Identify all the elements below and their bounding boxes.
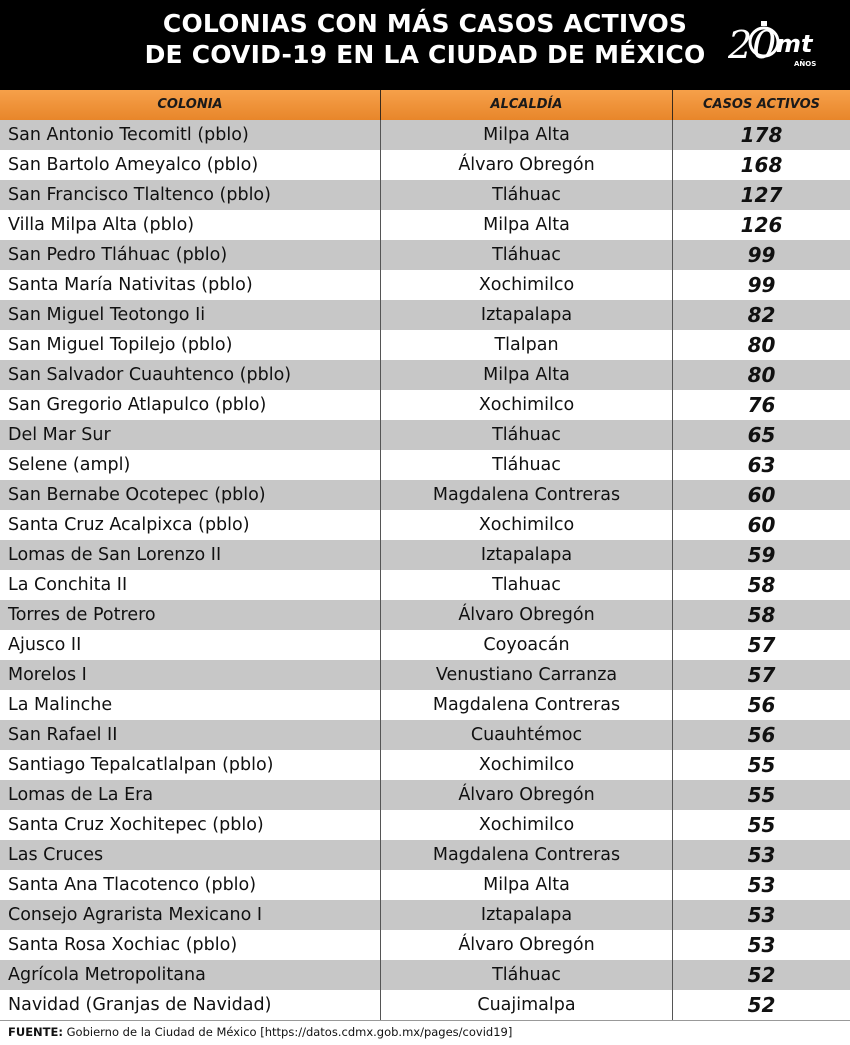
table-row [0,420,850,450]
milenio-20-anos-logo [728,18,828,74]
cell-alcaldia: Tláhuac [381,450,673,480]
cell-colonia: Santa Cruz Xochitepec (pblo) [0,810,381,840]
column-header-casos-activos: CASOS ACTIVOS [702,97,821,112]
cell-casos-activos: 80 [747,363,776,387]
header-banner [0,0,850,90]
source-footer [0,1020,850,1045]
cell-casos-activos: 55 [747,783,776,807]
cell-colonia: San Miguel Topilejo (pblo) [0,330,381,360]
cell-colonia: Santiago Tepalcatlalpan (pblo) [0,750,381,780]
table-row [0,960,850,990]
cell-casos-activos: 82 [747,303,776,327]
cell-casos-activos: 58 [747,603,776,627]
column-header-colonia: COLONIA [0,90,381,120]
table-row [0,780,850,810]
cell-colonia: La Malinche [0,690,381,720]
table-row [0,810,850,840]
cell-casos-activos: 126 [740,213,783,237]
cell-casos-activos: 53 [747,873,776,897]
logo-anos: AÑOS [794,60,817,68]
cell-casos-activos: 178 [740,123,783,147]
cell-alcaldia: Xochimilco [381,390,673,420]
cell-casos-activos: 99 [747,243,776,267]
cell-colonia: Ajusco II [0,630,381,660]
cell-casos-activos: 168 [740,153,783,177]
cell-colonia: Del Mar Sur [0,420,381,450]
table-row [0,750,850,780]
cell-colonia: San Gregorio Atlapulco (pblo) [0,390,381,420]
cell-alcaldia: Tláhuac [381,420,673,450]
cell-casos-activos: 53 [747,933,776,957]
cell-alcaldia: Álvaro Obregón [381,930,673,960]
table-row [0,480,850,510]
cell-alcaldia: Milpa Alta [381,360,673,390]
cell-casos-activos: 57 [747,633,776,657]
title-line-2: DE COVID-19 EN LA CIUDAD DE MÉXICO [144,40,706,69]
cell-alcaldia: Cuajimalpa [381,990,673,1020]
cell-alcaldia: Tláhuac [381,180,673,210]
cell-colonia: Santa Ana Tlacotenco (pblo) [0,870,381,900]
cell-alcaldia: Iztapalapa [381,540,673,570]
cell-colonia: San Bernabe Ocotepec (pblo) [0,480,381,510]
cell-colonia: Lomas de San Lorenzo II [0,540,381,570]
cell-alcaldia: Tlalpan [381,330,673,360]
table-body [0,120,850,1020]
table-row [0,630,850,660]
cell-alcaldia: Milpa Alta [381,870,673,900]
cell-casos-activos: 99 [747,273,776,297]
table-row [0,210,850,240]
cell-alcaldia: Iztapalapa [381,300,673,330]
cell-alcaldia: Álvaro Obregón [381,150,673,180]
table-row [0,510,850,540]
cell-alcaldia: Tláhuac [381,240,673,270]
cell-alcaldia: Xochimilco [381,750,673,780]
table-row [0,900,850,930]
cell-colonia: San Pedro Tláhuac (pblo) [0,240,381,270]
table-row [0,570,850,600]
cell-colonia: Santa María Nativitas (pblo) [0,270,381,300]
cell-colonia: San Francisco Tlaltenco (pblo) [0,180,381,210]
cell-casos-activos: 55 [747,813,776,837]
table-row [0,300,850,330]
table-row [0,930,850,960]
cell-casos-activos: 56 [747,693,776,717]
cell-alcaldia: Magdalena Contreras [381,690,673,720]
cell-casos-activos: 60 [747,483,776,507]
cell-alcaldia: Milpa Alta [381,210,673,240]
cell-colonia: Torres de Potrero [0,600,381,630]
cell-casos-activos: 59 [747,543,776,567]
cell-colonia: La Conchita II [0,570,381,600]
table-row [0,180,850,210]
cell-casos-activos: 65 [747,423,776,447]
page-title [0,8,850,70]
cell-alcaldia: Xochimilco [381,810,673,840]
logo-mt: mt [776,30,813,58]
table-row [0,240,850,270]
table-row [0,330,850,360]
cell-casos-activos: 58 [747,573,776,597]
cell-alcaldia: Álvaro Obregón [381,780,673,810]
cell-alcaldia: Iztapalapa [381,900,673,930]
cell-colonia: Santa Rosa Xochiac (pblo) [0,930,381,960]
table-row [0,390,850,420]
cell-colonia: Villa Milpa Alta (pblo) [0,210,381,240]
cell-alcaldia: Coyoacán [381,630,673,660]
cell-colonia: San Salvador Cuauhtenco (pblo) [0,360,381,390]
cell-casos-activos: 127 [740,183,783,207]
cell-alcaldia: Magdalena Contreras [381,840,673,870]
table-row [0,660,850,690]
table-row [0,360,850,390]
cell-casos-activos: 63 [747,453,776,477]
cell-casos-activos: 53 [747,843,776,867]
column-header-alcaldia: ALCALDÍA [381,90,673,120]
cell-casos-activos: 52 [747,963,776,987]
cell-casos-activos: 60 [747,513,776,537]
cell-alcaldia: Cuauhtémoc [381,720,673,750]
cell-colonia: San Antonio Tecomitl (pblo) [0,120,381,150]
footer-source-text: Gobierno de la Ciudad de México [https://datos.cdmx.gob.mx/pages/covid19] [62,1025,513,1039]
cell-colonia: Consejo Agrarista Mexicano I [0,900,381,930]
cell-alcaldia: Tláhuac [381,960,673,990]
cell-alcaldia: Milpa Alta [381,120,673,150]
cell-casos-activos: 56 [747,723,776,747]
cell-casos-activos: 53 [747,903,776,927]
cell-colonia: Selene (ampl) [0,450,381,480]
title-line-1: COLONIAS CON MÁS CASOS ACTIVOS [162,9,688,38]
cell-colonia: Lomas de La Era [0,780,381,810]
cell-colonia: San Miguel Teotongo Ii [0,300,381,330]
cell-casos-activos: 80 [747,333,776,357]
cell-alcaldia: Álvaro Obregón [381,600,673,630]
cell-casos-activos: 55 [747,753,776,777]
cell-alcaldia: Xochimilco [381,510,673,540]
cell-colonia: San Bartolo Ameyalco (pblo) [0,150,381,180]
table-row [0,990,850,1020]
table-row [0,870,850,900]
cell-colonia: San Rafael II [0,720,381,750]
table-header [0,90,850,120]
logo-graphic [728,18,828,74]
cell-casos-activos: 76 [747,393,776,417]
table-row [0,450,850,480]
logo-number: 20 [728,23,777,67]
table-row [0,720,850,750]
cell-casos-activos: 52 [747,993,776,1017]
cell-alcaldia: Venustiano Carranza [381,660,673,690]
table-row [0,540,850,570]
table-row [0,150,850,180]
cell-alcaldia: Xochimilco [381,270,673,300]
cell-colonia: Santa Cruz Acalpixca (pblo) [0,510,381,540]
table-row [0,690,850,720]
cell-alcaldia: Tlahuac [381,570,673,600]
table-row [0,270,850,300]
table-row [0,840,850,870]
cell-colonia: Morelos I [0,660,381,690]
table-row [0,120,850,150]
cell-alcaldia: Magdalena Contreras [381,480,673,510]
cell-casos-activos: 57 [747,663,776,687]
cell-colonia: Navidad (Granjas de Navidad) [0,990,381,1020]
table-row [0,600,850,630]
footer-label: FUENTE: [8,1025,63,1039]
cell-colonia: Agrícola Metropolitana [0,960,381,990]
cell-colonia: Las Cruces [0,840,381,870]
